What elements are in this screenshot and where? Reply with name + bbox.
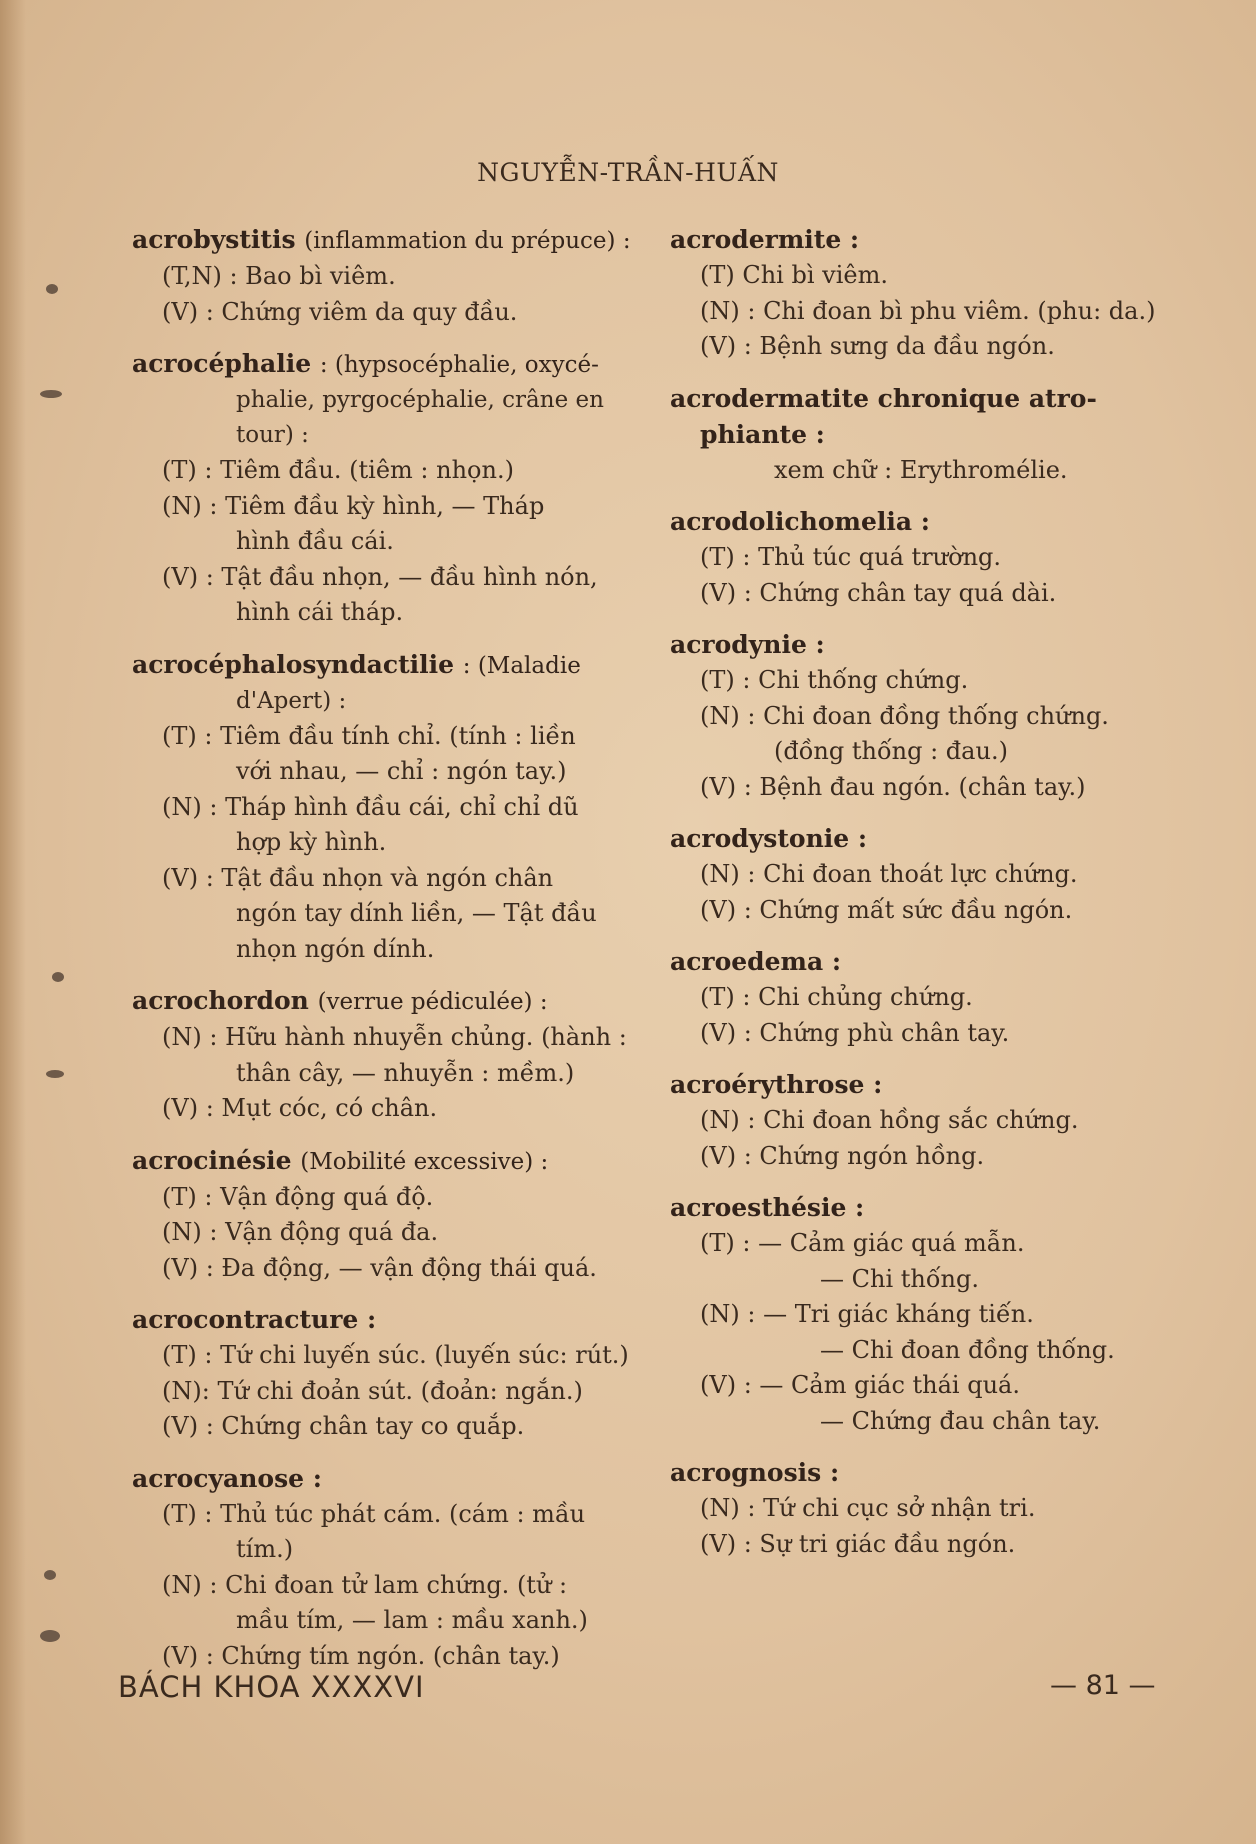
entry-line: (T,N) : Bao bì viêm.: [162, 262, 396, 290]
dictionary-entry: [132, 1302, 642, 1445]
entry-headword: acroérythrose :: [670, 1070, 883, 1099]
entry-line: (N): Tứ chi đoản sút. (đoản: ngắn.): [162, 1376, 583, 1405]
binding-hole: [40, 1630, 60, 1642]
dictionary-entry: [670, 1190, 1180, 1439]
entry-line: (V) : Đa động, — vận động thái quá.: [162, 1253, 597, 1282]
entry-line: (N) : Chi đoan đồng thống chứng.: [700, 701, 1109, 730]
dictionary-entry: [670, 627, 1180, 805]
entry-headword: acrochordon (verrue pédiculée) :: [132, 986, 548, 1015]
dictionary-entry: [670, 1067, 1180, 1174]
entry-headword: acrodynie :: [670, 630, 825, 659]
dictionary-entry: [670, 504, 1180, 611]
entry-line: hợp kỳ hình.: [236, 828, 387, 856]
dictionary-entry: [132, 1143, 642, 1287]
journal-title-footer: BÁCH KHOA XXXXVI: [118, 1670, 425, 1704]
entry-line: phalie, pyrgocéphalie, crâne en: [236, 387, 604, 413]
entry-line: (V) : Chứng ngón hồng.: [700, 1141, 985, 1170]
right-column: [670, 222, 1180, 1578]
entry-line: mầu tím, — lam : mầu xanh.): [236, 1606, 588, 1634]
entry-line: (V) : Chứng mất sức đầu ngón.: [700, 895, 1073, 924]
entry-line: (V) : Mụt cóc, có chân.: [162, 1094, 438, 1122]
running-header: NGUYỄN-TRẦN-HUẤN: [477, 158, 779, 187]
entry-line: (V) : Chứng phù chân tay.: [700, 1018, 1010, 1047]
binding-hole: [52, 972, 64, 982]
entry-line: hình đầu cái.: [236, 527, 394, 555]
entry-line: (V) : Chứng viêm da quy đầu.: [162, 297, 518, 326]
entry-headword: acroedema :: [670, 947, 842, 976]
entry-line: (N) : Chi đoan tử lam chứng. (tử :: [162, 1570, 568, 1599]
entry-line: (V) : Tật đầu nhọn, — đầu hình nón,: [162, 562, 598, 591]
entry-line: (đồng thống : đau.): [774, 737, 1008, 765]
entry-line: với nhau, — chỉ : ngón tay.): [236, 757, 567, 785]
entry-line: hình cái tháp.: [236, 598, 404, 626]
dictionary-entry: [132, 346, 642, 631]
dictionary-entry: [670, 222, 1180, 365]
entry-line: — Chi đoan đồng thống.: [820, 1335, 1115, 1364]
entry-line: (V) : Chứng tím ngón. (chân tay.): [162, 1641, 560, 1670]
page-edge-shadow: [0, 0, 26, 1844]
entry-headword-cont: phiante :: [700, 419, 825, 449]
left-column: [132, 222, 642, 1690]
binding-hole: [40, 390, 62, 398]
entry-line: (V) : Tật đầu nhọn và ngón chân: [162, 863, 554, 892]
entry-line: tour) :: [236, 422, 309, 448]
entry-headword: acrodystonie :: [670, 824, 868, 853]
entry-headword: acrocéphalie : (hypsocéphalie, oxycé-: [132, 349, 599, 378]
entry-line: (N) : Chi đoan thoát lực chứng.: [700, 860, 1078, 888]
entry-line: (N) : Tiêm đầu kỳ hình, — Tháp: [162, 491, 545, 520]
entry-line: (V) : Bệnh sưng da đầu ngón.: [700, 332, 1055, 360]
entry-line: (V) : Chứng chân tay quá dài.: [700, 578, 1057, 607]
dictionary-entry: [670, 944, 1180, 1051]
entry-line: (N) : Hữu hành nhuyễn chủng. (hành :: [162, 1023, 627, 1051]
entry-line: xem chữ : Erythromélie.: [774, 455, 1068, 484]
entry-headword: acrocéphalosyndactilie : (Maladie: [132, 649, 581, 679]
entry-headword: acrobystitis (inflammation du prépuce) :: [132, 225, 631, 254]
entry-line: (V) : Chứng chân tay co quắp.: [162, 1412, 525, 1440]
entry-line: (N) : Chi đoan hồng sắc chứng.: [700, 1106, 1079, 1134]
entry-line: (V) : — Cảm giác thái quá.: [700, 1371, 1020, 1399]
page-number: — 81 —: [1050, 1670, 1156, 1701]
dictionary-entry: [132, 222, 642, 330]
entry-line: — Chứng đau chân tay.: [820, 1406, 1101, 1435]
entry-line: d'Apert) :: [236, 687, 347, 714]
entry-line: (T) : Chi chủng chứng.: [700, 983, 973, 1011]
entry-line: thân cây, — nhuyễn : mềm.): [236, 1058, 575, 1087]
entry-headword: acrocyanose :: [132, 1463, 322, 1493]
entry-headword: acrocontracture :: [132, 1305, 377, 1334]
entry-line: (T) : — Cảm giác quá mẫn.: [700, 1229, 1025, 1257]
entry-headword: acrodermite :: [670, 225, 860, 254]
entry-line: (N) : Tứ chi cục sở nhận tri.: [700, 1494, 1036, 1522]
binding-hole: [46, 1070, 64, 1078]
dictionary-entry: [132, 983, 642, 1127]
entry-line: — Chi thống.: [820, 1264, 979, 1293]
entry-line: (T) : Tiêm đầu tính chỉ. (tính : liền: [162, 721, 576, 750]
entry-line: nhọn ngón dính.: [236, 934, 435, 963]
entry-line: (N) : — Tri giác kháng tiến.: [700, 1300, 1034, 1328]
entry-line: (T) : Chi thống chứng.: [700, 666, 969, 694]
entry-line: tím.): [236, 1535, 294, 1563]
entry-line: (N) : Tháp hình đầu cái, chỉ chỉ dũ: [162, 792, 579, 821]
entry-headword: acrodolichomelia :: [670, 507, 930, 536]
entry-headword: acroesthésie :: [670, 1193, 865, 1222]
entry-headword: acrognosis :: [670, 1458, 840, 1487]
entry-line: (T) : Tiêm đầu. (tiêm : nhọn.): [162, 456, 514, 484]
entry-line: (T) Chi bì viêm.: [700, 261, 888, 289]
entry-line: (N) : Vận động quá đa.: [162, 1218, 439, 1246]
dictionary-entry: [132, 647, 642, 968]
binding-hole: [44, 1570, 56, 1580]
dictionary-entry: [670, 381, 1180, 489]
entry-line: (V) : Bệnh đau ngón. (chân tay.): [700, 772, 1086, 801]
entry-line: (T) : Thủ túc quá trường.: [700, 543, 1002, 571]
entry-line: (T) : Thủ túc phát cám. (cám : mầu: [162, 1499, 586, 1528]
dictionary-entry: [670, 1455, 1180, 1562]
binding-hole: [46, 284, 58, 294]
entry-line: (T) : Tứ chi luyến súc. (luyến súc: rút.): [162, 1341, 629, 1369]
entry-line: (T) : Vận động quá độ.: [162, 1182, 434, 1211]
entry-line: (V) : Sự tri giác đầu ngón.: [700, 1529, 1016, 1558]
entry-headword: acrocinésie (Mobilité excessive) :: [132, 1145, 549, 1175]
entry-line: (N) : Chi đoan bì phu viêm. (phu: da.): [700, 296, 1156, 325]
entry-headword: acrodermatite chronique atro-: [670, 383, 1097, 413]
entry-line: ngón tay dính liền, — Tật đầu: [236, 899, 597, 927]
dictionary-entry: [132, 1461, 642, 1675]
dictionary-entry: [670, 821, 1180, 928]
